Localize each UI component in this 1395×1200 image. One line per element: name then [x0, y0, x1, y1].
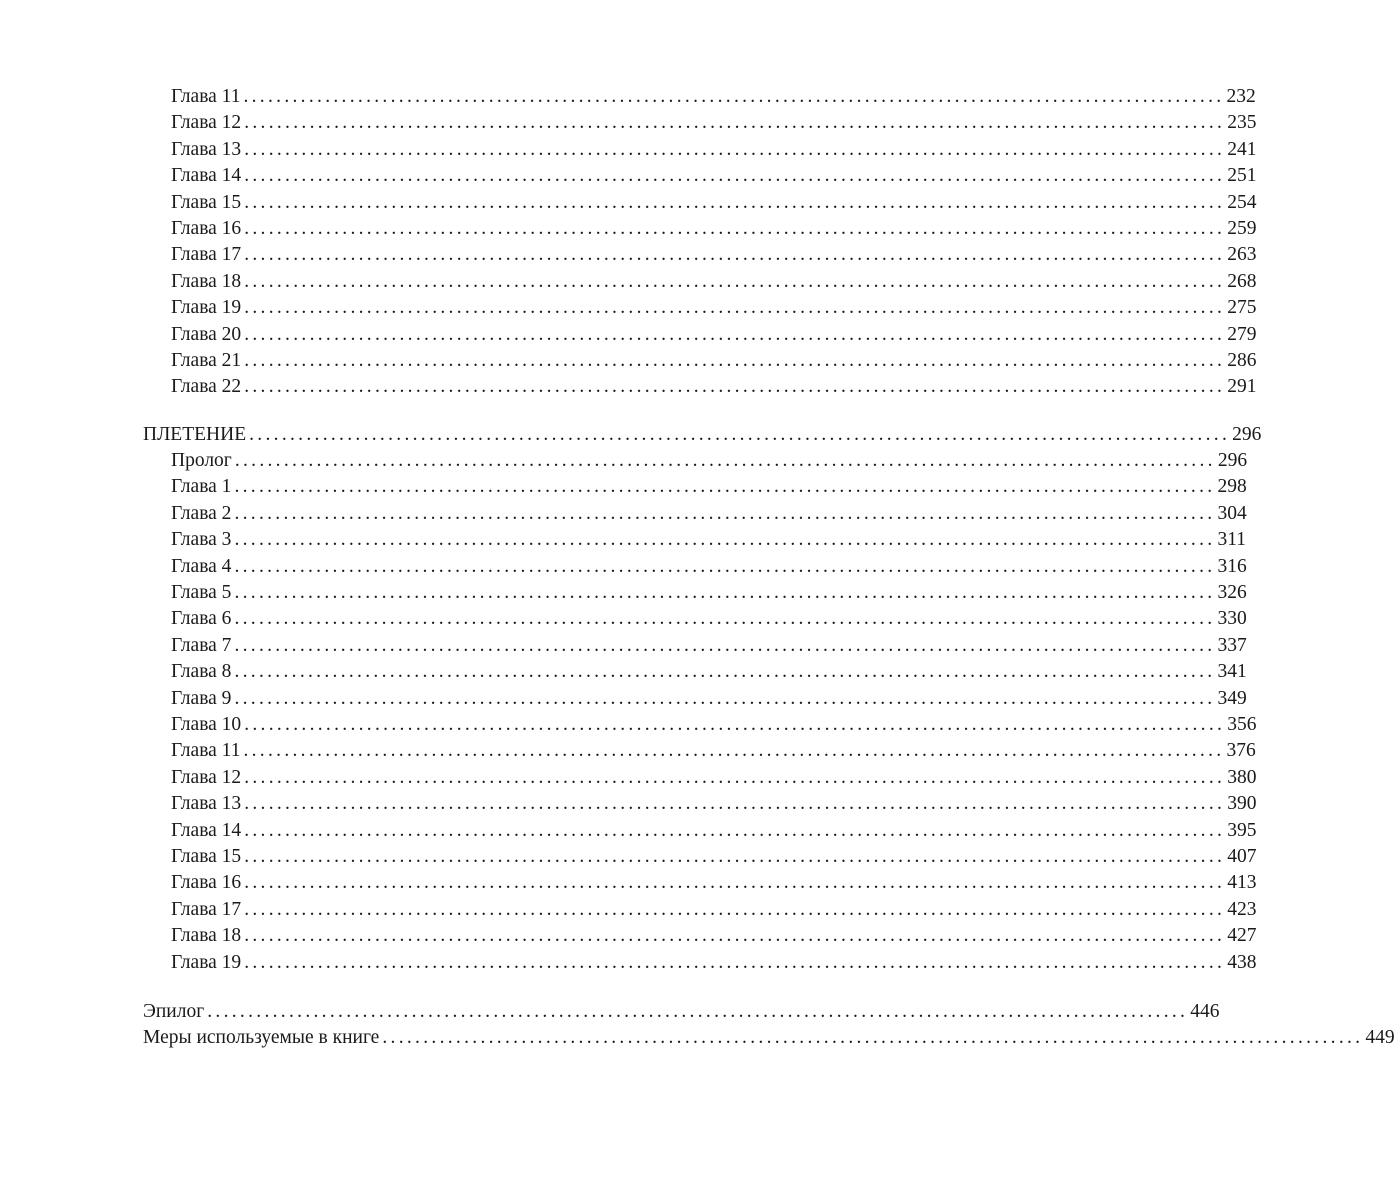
toc-chapter-row — [143, 242, 1257, 268]
toc-chapter-row — [143, 474, 1247, 500]
toc-entry-title: Меры используемые в книге — [143, 1027, 380, 1049]
part-b-chapter-list — [143, 448, 1257, 976]
toc-chapter-row — [143, 791, 1257, 817]
toc-chapter-row — [143, 348, 1257, 374]
dot-leader: ........................................................................................................................ — [234, 502, 1216, 524]
toc-entry-page: 427 — [1227, 925, 1257, 947]
toc-chapter-row — [143, 295, 1257, 321]
dot-leader: ........................................................................................................................ — [234, 608, 1216, 630]
toc-entry-title: Глава 14 — [171, 819, 242, 841]
dot-leader: ........................................................................................................................ — [244, 297, 1226, 319]
toc-chapter-row — [143, 322, 1257, 348]
toc-chapter-row — [143, 84, 1256, 110]
back-matter-list — [143, 999, 1395, 1052]
toc-entry-page: 341 — [1217, 661, 1247, 683]
dot-leader: ........................................................................................................................ — [244, 138, 1226, 160]
dot-leader: ........................................................................................................................ — [382, 1027, 1364, 1049]
dot-leader: ........................................................................................................................ — [244, 376, 1226, 398]
toc-entry-title: Глава 11 — [171, 740, 241, 762]
toc-entry-title: Глава 21 — [171, 349, 242, 371]
dot-leader: ........................................................................................................................ — [234, 661, 1216, 683]
part-heading-row — [143, 422, 1262, 448]
dot-leader: ........................................................................................................................ — [244, 270, 1226, 292]
toc-entry-title: Глава 22 — [171, 376, 242, 398]
toc-entry-title: Глава 17 — [171, 898, 242, 920]
section-spacer — [143, 401, 747, 422]
toc-entry-page: 251 — [1227, 165, 1257, 187]
dot-leader: ........................................................................................................................ — [207, 1000, 1189, 1022]
dot-leader: ........................................................................................................................ — [244, 766, 1226, 788]
toc-entry-title: Глава 16 — [171, 872, 242, 894]
toc-entry-page: 275 — [1227, 297, 1257, 319]
toc-entry-page: 291 — [1227, 376, 1257, 398]
dot-leader: ........................................................................................................................ — [244, 217, 1226, 239]
toc-entry-title: Глава 11 — [171, 86, 241, 107]
toc-entry-title: Глава 3 — [171, 529, 232, 551]
toc-entry-page: 423 — [1227, 898, 1257, 920]
toc-chapter-row — [143, 448, 1248, 474]
toc-chapter-row — [143, 950, 1257, 976]
toc-entry-title: Эпилог — [143, 1000, 205, 1022]
dot-leader: ........................................................................................................................ — [243, 740, 1225, 762]
toc-chapter-row — [143, 870, 1257, 896]
toc-entry-title: Глава 12 — [171, 766, 242, 788]
toc-entry-title: Глава 18 — [171, 270, 242, 292]
toc-entry-page: 316 — [1217, 555, 1247, 577]
toc-entry-page: 298 — [1217, 476, 1247, 498]
dot-leader: ........................................................................................................................ — [234, 687, 1216, 709]
dot-leader: ........................................................................................................................ — [244, 793, 1226, 815]
toc-entry-title: Глава 12 — [171, 112, 242, 134]
toc-entry-title: Глава 9 — [171, 687, 232, 709]
toc-chapter-row — [143, 137, 1257, 163]
dot-leader: ........................................................................................................................ — [234, 529, 1216, 551]
toc-chapter-row — [143, 712, 1257, 738]
toc-entry-title: Глава 17 — [171, 244, 242, 266]
toc-entry-title: Глава 19 — [171, 297, 242, 319]
toc-chapter-row — [143, 501, 1247, 527]
toc-entry-title: Глава 5 — [171, 582, 232, 604]
toc-entry-page: 235 — [1227, 112, 1257, 134]
toc-entry-title: Глава 14 — [171, 165, 242, 187]
toc-entry-page: 390 — [1227, 793, 1257, 815]
dot-leader: ........................................................................................................................ — [249, 423, 1231, 445]
toc-entry-title: Глава 6 — [171, 608, 232, 630]
toc-chapter-row — [143, 269, 1257, 295]
table-of-contents — [143, 84, 1395, 1052]
dot-leader: ........................................................................................................................ — [244, 165, 1226, 187]
toc-entry-title: Глава 7 — [171, 634, 232, 656]
toc-entry-page: 286 — [1227, 349, 1257, 371]
toc-entry-title: Глава 16 — [171, 217, 242, 239]
toc-chapter-row — [143, 606, 1247, 632]
toc-entry-page: 268 — [1227, 270, 1257, 292]
toc-entry-page: 259 — [1227, 217, 1257, 239]
toc-chapter-row — [143, 374, 1257, 400]
toc-entry-page: 254 — [1227, 191, 1257, 213]
toc-entry-page: 279 — [1227, 323, 1257, 345]
dot-leader: ........................................................................................................................ — [243, 86, 1225, 107]
toc-chapter-row — [143, 818, 1257, 844]
part-heading-page: 296 — [1232, 423, 1262, 445]
toc-chapter-row — [143, 686, 1247, 712]
toc-back-matter-row — [143, 999, 1220, 1025]
toc-chapter-row — [143, 110, 1257, 136]
dot-leader: ........................................................................................................................ — [244, 323, 1226, 345]
dot-leader: ........................................................................................................................ — [234, 582, 1216, 604]
toc-chapter-row — [143, 216, 1257, 242]
dot-leader: ........................................................................................................................ — [234, 450, 1216, 472]
toc-entry-title: Пролог — [171, 450, 232, 472]
toc-entry-page: 446 — [1190, 1000, 1220, 1022]
toc-entry-page: 304 — [1217, 502, 1247, 524]
dot-leader: ........................................................................................................................ — [234, 555, 1216, 577]
toc-chapter-row — [143, 738, 1256, 764]
toc-entry-title: Глава 13 — [171, 793, 242, 815]
toc-entry-page: 232 — [1226, 86, 1256, 107]
toc-entry-page: 296 — [1217, 450, 1248, 472]
toc-entry-page: 380 — [1227, 766, 1257, 788]
toc-entry-page: 311 — [1217, 529, 1246, 551]
toc-entry-page: 326 — [1217, 582, 1247, 604]
toc-entry-title: Глава 13 — [171, 138, 242, 160]
toc-entry-page: 241 — [1227, 138, 1257, 160]
toc-entry-page: 449 — [1365, 1027, 1395, 1049]
toc-entry-title: Глава 20 — [171, 323, 242, 345]
toc-chapter-row — [143, 554, 1247, 580]
toc-chapter-row — [143, 897, 1257, 923]
toc-chapter-row — [143, 923, 1257, 949]
toc-back-matter-row — [143, 1025, 1395, 1051]
dot-leader: ........................................................................................................................ — [244, 872, 1226, 894]
section-spacer — [143, 976, 747, 999]
dot-leader: ........................................................................................................................ — [244, 112, 1226, 134]
toc-entry-page: 376 — [1226, 740, 1256, 762]
toc-entry-page: 337 — [1217, 634, 1247, 656]
toc-entry-page: 413 — [1227, 872, 1257, 894]
toc-entry-title: Глава 18 — [171, 925, 242, 947]
toc-entry-page: 438 — [1227, 951, 1257, 973]
toc-entry-title: Глава 1 — [171, 476, 232, 498]
dot-leader: ........................................................................................................................ — [244, 925, 1226, 947]
toc-chapter-row — [143, 659, 1247, 685]
toc-chapter-row — [143, 633, 1247, 659]
dot-leader: ........................................................................................................................ — [244, 713, 1226, 735]
toc-entry-page: 263 — [1227, 244, 1257, 266]
toc-entry-page: 356 — [1227, 713, 1257, 735]
toc-entry-page: 349 — [1217, 687, 1247, 709]
toc-chapter-row — [143, 765, 1257, 791]
dot-leader: ........................................................................................................................ — [244, 898, 1226, 920]
toc-entry-page: 330 — [1217, 608, 1247, 630]
toc-entry-page: 407 — [1227, 845, 1257, 867]
toc-entry-title: Глава 15 — [171, 191, 242, 213]
toc-entry-title: Глава 2 — [171, 502, 232, 524]
dot-leader: ........................................................................................................................ — [244, 349, 1226, 371]
toc-chapter-row — [143, 190, 1257, 216]
toc-entry-title: Глава 19 — [171, 951, 242, 973]
dot-leader: ........................................................................................................................ — [244, 845, 1226, 867]
dot-leader: ........................................................................................................................ — [244, 244, 1226, 266]
dot-leader: ........................................................................................................................ — [234, 476, 1216, 498]
dot-leader: ........................................................................................................................ — [244, 819, 1226, 841]
toc-chapter-row — [143, 580, 1247, 606]
toc-chapter-row — [143, 163, 1257, 189]
toc-entry-title: Глава 10 — [171, 713, 242, 735]
toc-entry-title: Глава 15 — [171, 845, 242, 867]
dot-leader: ........................................................................................................................ — [244, 951, 1226, 973]
dot-leader: ........................................................................................................................ — [244, 191, 1226, 213]
dot-leader: ........................................................................................................................ — [234, 634, 1216, 656]
toc-entry-page: 395 — [1227, 819, 1257, 841]
part-a-chapter-list — [143, 84, 1257, 401]
toc-chapter-row — [143, 527, 1246, 553]
toc-chapter-row — [143, 844, 1257, 870]
part-heading-title: ПЛЕТЕНИЕ — [143, 423, 247, 445]
toc-entry-title: Глава 8 — [171, 661, 232, 683]
toc-entry-title: Глава 4 — [171, 555, 232, 577]
